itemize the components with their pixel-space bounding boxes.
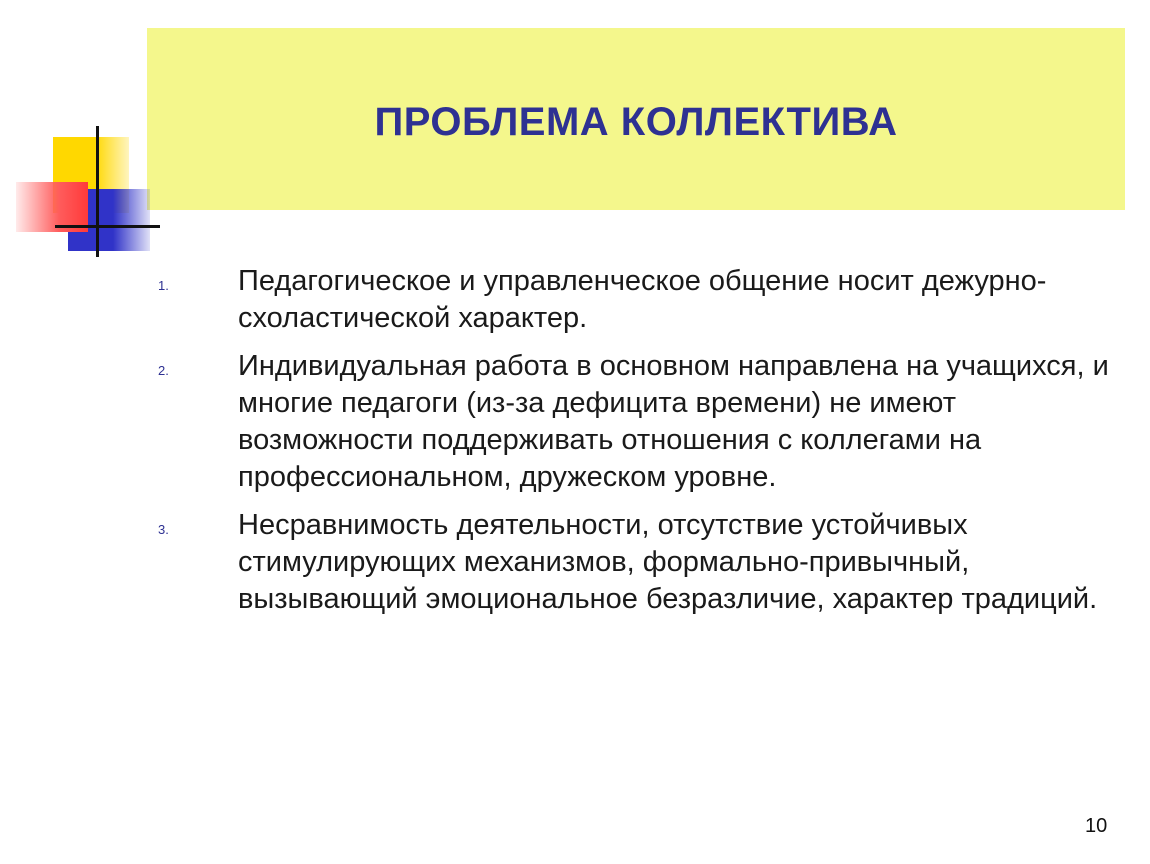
list-item-number: 2.: [158, 363, 169, 378]
list-item: [158, 348, 1128, 496]
list-item: [158, 507, 1128, 618]
list-item-text: Несравнимость деятельности, отсутствие устойчивых стимулирующих механизмов, формально-привычный, вызывающий эмоциональное безразличие, характер традиций.: [238, 509, 1098, 615]
logo-vertical-line: [96, 126, 99, 257]
page-number: 10: [1085, 815, 1108, 837]
list-item-number: 3.: [158, 522, 169, 537]
decorative-logo-icon: [0, 0, 160, 270]
list-item-text: Индивидуальная работа в основном направлена на учащихся, и многие педагоги (из-за дефицита времени) не имеют возможности поддерживать отношения с коллегами на профессиональном, дружеском уровне.: [238, 350, 1109, 493]
list-item-number: 1.: [158, 278, 169, 293]
list-item-text: Педагогическое и управленческое общение носит дежурно-схоластической характер.: [238, 265, 1047, 334]
slide-title: ПРОБЛЕМА КОЛЛЕКТИВА: [374, 100, 898, 144]
list-item: [158, 263, 1128, 337]
logo-horizontal-line: [55, 225, 160, 228]
numbered-list: [158, 263, 1128, 629]
